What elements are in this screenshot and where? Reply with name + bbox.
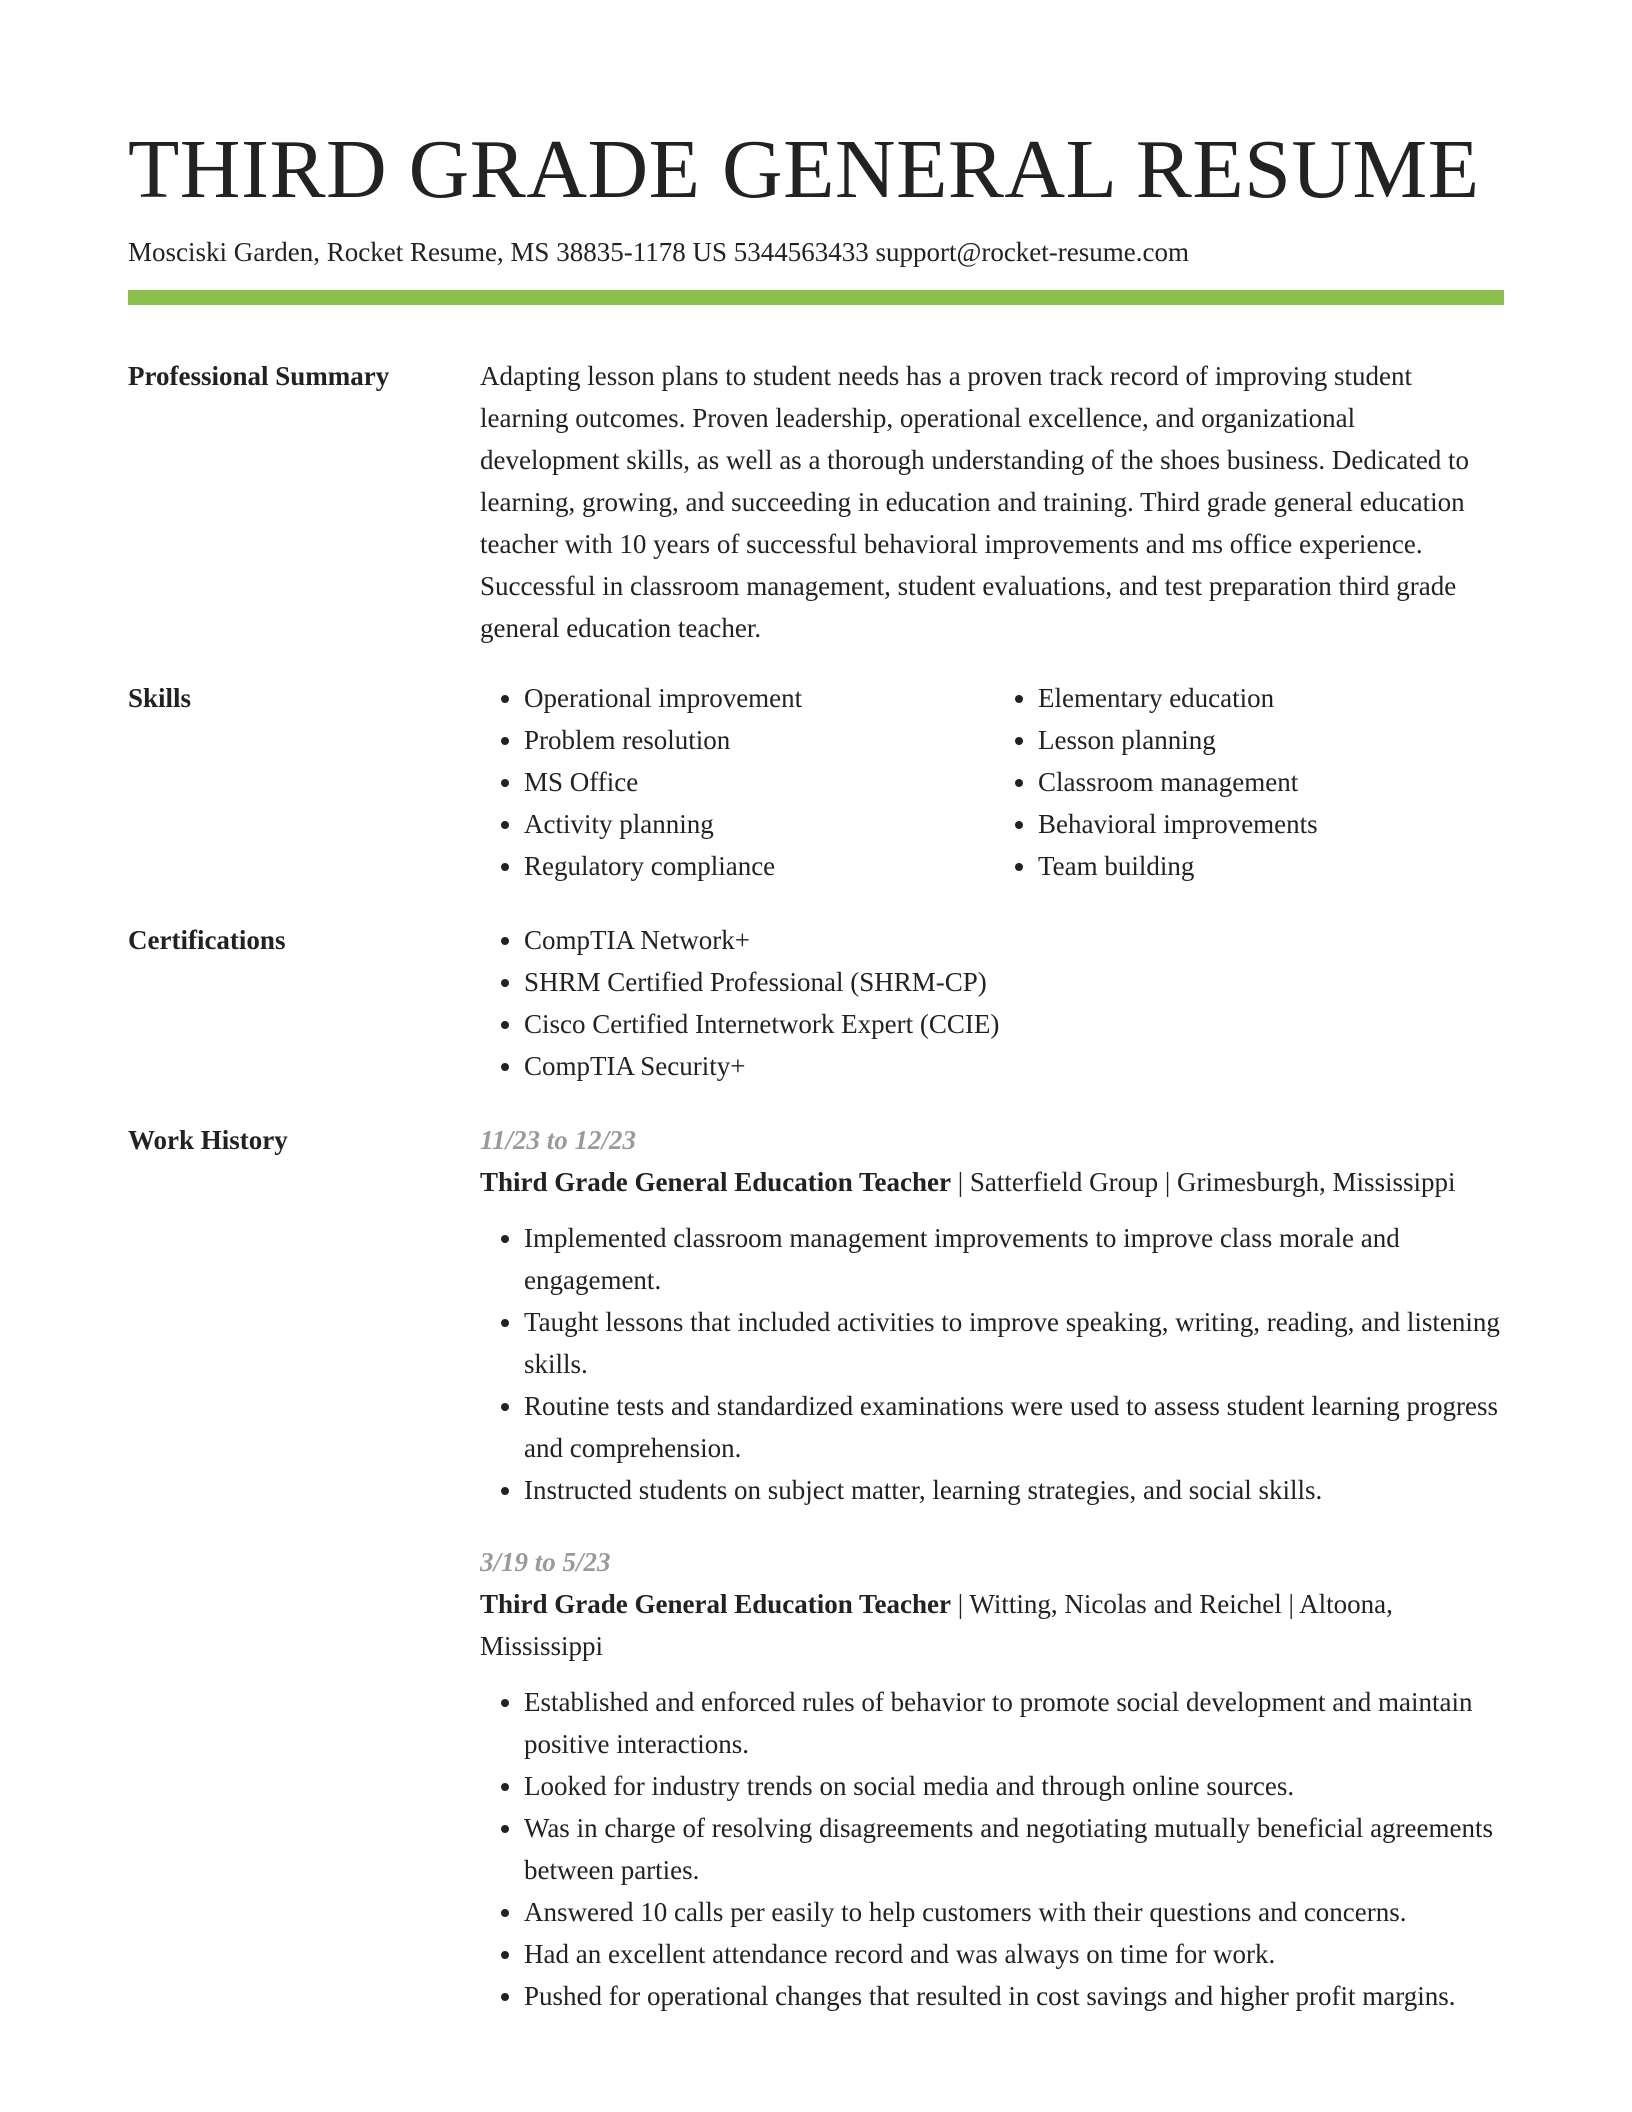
job-details: | Satterfield Group | Grimesburgh, Mississippi [951,1167,1456,1197]
job-dates: 3/19 to 5/23 [480,1547,611,1577]
list-item: • Lesson planning [1038,719,1498,761]
job-details: | Witting, Nicolas and Reichel | Altoona, Mississippi [480,1589,1393,1661]
resume-page [128,0,1504,2017]
summary-content [480,355,1504,649]
work-history-label: Work History [128,1125,288,1155]
header-divider [128,290,1504,305]
list-item: • Activity planning [524,803,984,845]
job-title: Third Grade General Education Teacher [480,1589,952,1619]
list-item: • Was in charge of resolving disagreements and negotiating mutually beneficial agreements between parties. [524,1807,1504,1891]
work-history-content [480,1119,1504,2017]
skills-list-left [480,677,984,887]
skills-list-right [994,677,1498,887]
list-item: • CompTIA Security+ [524,1045,1504,1087]
certifications-list [480,919,1504,1087]
list-item: • Instructed students on subject matter, learning strategies, and social skills. [524,1469,1504,1511]
skills-label: Skills [128,683,192,713]
list-item: • Classroom management [1038,761,1498,803]
skills-content [480,677,1504,887]
certifications-content [480,919,1504,1087]
list-item: • Operational improvement [524,677,984,719]
list-item: • Elementary education [1038,677,1498,719]
skills-section [128,677,1504,887]
job-bullets [480,1681,1504,2017]
list-item: • Had an excellent attendance record and was always on time for work. [524,1933,1504,1975]
job-dates: 11/23 to 12/23 [480,1125,637,1155]
contact-line: Mosciski Garden, Rocket Resume, MS 38835-1178 US 5344563433 support@rocket-resume.com [128,237,1189,267]
resume-title: THIRD GRADE GENERAL RESUME [128,123,1480,216]
job-entry [480,1119,1504,1511]
list-item: • Established and enforced rules of behavior to promote social development and maintain positive interactions. [524,1681,1504,1765]
list-item: • Looked for industry trends on social media and through online sources. [524,1765,1504,1807]
list-item: • MS Office [524,761,984,803]
job-title: Third Grade General Education Teacher [480,1167,952,1197]
job-entry [480,1541,1504,2017]
work-history-section [128,1119,1504,2017]
summary-section [128,355,1504,649]
list-item: • Team building [1038,845,1498,887]
list-item: • SHRM Certified Professional (SHRM-CP) [524,961,1504,1003]
job-header [480,1161,1504,1203]
list-item: • Taught lessons that included activities to improve speaking, writing, reading, and listening skills. [524,1301,1504,1385]
list-item: • Implemented classroom management improvements to improve class morale and engagement. [524,1217,1504,1301]
list-item: • Behavioral improvements [1038,803,1498,845]
list-item: • Cisco Certified Internetwork Expert (CCIE) [524,1003,1504,1045]
list-item: • Answered 10 calls per easily to help customers with their questions and concerns. [524,1891,1504,1933]
list-item: • Pushed for operational changes that resulted in cost savings and higher profit margins. [524,1975,1504,2017]
summary-text: Adapting lesson plans to student needs has a proven track record of improving student learning outcomes. Proven leadership, operational excellence, and organizational development skills, as well as a thorough understanding of the shoes business. Dedicated to learning, growing, and succeeding in education and training. Third grade general education teacher with 10 years of successful behavioral improvements and ms office experience. Successful in classroom management, student evaluations, and test preparation third grade general education teacher. [480,361,1470,643]
certifications-section [128,919,1504,1087]
list-item: • Regulatory compliance [524,845,984,887]
list-item: • CompTIA Network+ [524,919,1504,961]
list-item: • Routine tests and standardized examinations were used to assess student learning progress and comprehension. [524,1385,1504,1469]
summary-label: Professional Summary [128,361,390,391]
certifications-label: Certifications [128,925,286,955]
list-item: • Problem resolution [524,719,984,761]
job-bullets [480,1217,1504,1511]
job-header [480,1583,1504,1667]
